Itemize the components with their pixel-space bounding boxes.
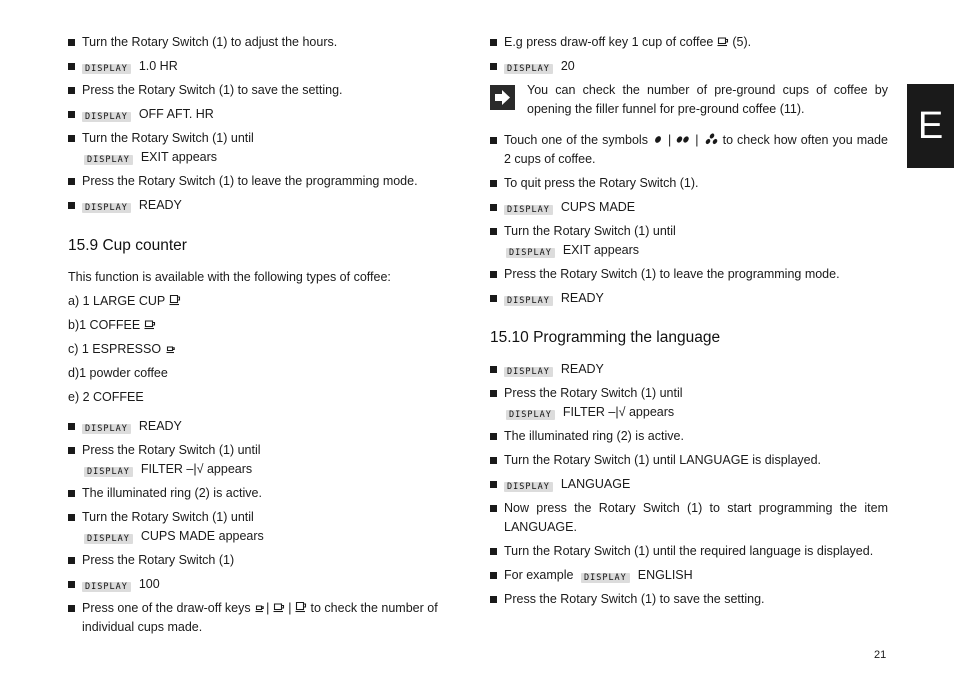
list-item: Turn the Rotary Switch (1) until DISPLAY CUPS MADE appears bbox=[68, 508, 466, 546]
list-item: Turn the Rotary Switch (1) to adjust the hours. bbox=[68, 33, 466, 52]
display-label: DISPLAY bbox=[82, 203, 131, 213]
tip-note: You can check the number of pre-ground cups of coffee by opening the filler funnel for pre-ground coffee (11). bbox=[490, 81, 888, 119]
list-item: The illuminated ring (2) is active. bbox=[68, 484, 466, 503]
list-item: Press the Rotary Switch (1) to leave the programming mode. bbox=[68, 172, 466, 191]
list-item: DISPLAY OFF AFT. HR bbox=[68, 105, 466, 124]
section-title: 15.9 Cup counter bbox=[68, 237, 187, 254]
coffee-type-item: c) 1 ESPRESSO bbox=[68, 340, 466, 359]
arrow-right-icon bbox=[490, 85, 515, 110]
list-item: Press the Rotary Switch (1) to save the setting. bbox=[490, 590, 888, 609]
coffee-cup-icon bbox=[717, 35, 729, 47]
list-item: Press the Rotary Switch (1) until DISPLAY FILTER –|√ appears bbox=[490, 384, 888, 422]
display-label: DISPLAY bbox=[504, 296, 553, 306]
display-label: DISPLAY bbox=[84, 534, 133, 544]
section-title: 15.10 Programming the language bbox=[490, 329, 721, 346]
display-label: DISPLAY bbox=[581, 573, 630, 583]
list-item: Turn the Rotary Switch (1) until DISPLAY EXIT appears bbox=[490, 222, 888, 260]
display-label: DISPLAY bbox=[82, 424, 131, 434]
list-item: DISPLAY READY bbox=[490, 289, 888, 308]
list-item: DISPLAY READY bbox=[490, 360, 888, 379]
large-cup-icon bbox=[169, 294, 181, 306]
display-label: DISPLAY bbox=[506, 248, 555, 258]
list-item: Press the Rotary Switch (1) until DISPLAY FILTER –|√ appears bbox=[68, 441, 466, 479]
list-item: The illuminated ring (2) is active. bbox=[490, 427, 888, 446]
display-label: DISPLAY bbox=[504, 367, 553, 377]
list-item: DISPLAY READY bbox=[68, 196, 466, 215]
list-item: Now press the Rotary Switch (1) to start programming the item LANGUAGE. bbox=[490, 499, 888, 537]
list-item: To quit press the Rotary Switch (1). bbox=[490, 174, 888, 193]
list-item: Turn the Rotary Switch (1) until LANGUAGE is displayed. bbox=[490, 451, 888, 470]
espresso-cup-icon bbox=[165, 342, 177, 354]
coffee-type-item: b)1 COFFEE bbox=[68, 316, 466, 335]
list-item: Press one of the draw-off keys | | to check the number of individual cups made. bbox=[68, 599, 466, 637]
list-item: Touch one of the symbols | | to check how often you made 2 cups of coffee. bbox=[490, 131, 888, 169]
display-label: DISPLAY bbox=[506, 410, 555, 420]
right-column bbox=[490, 33, 888, 614]
coffee-type-item: e) 2 COFFEE bbox=[68, 390, 144, 404]
coffee-type-item: a) 1 LARGE CUP bbox=[68, 292, 466, 311]
list-item: E.g press draw-off key 1 cup of coffee (5). bbox=[490, 33, 888, 52]
intro-text: This function is available with the following types of coffee: bbox=[68, 270, 391, 284]
coffee-type-item: d)1 powder coffee bbox=[68, 366, 168, 380]
list-item: Press the Rotary Switch (1) to leave the programming mode. bbox=[490, 265, 888, 284]
espresso-cup-icon bbox=[254, 601, 266, 613]
list-item: DISPLAY CUPS MADE bbox=[490, 198, 888, 217]
large-cup-icon bbox=[295, 601, 307, 613]
list-item: For example DISPLAY ENGLISH bbox=[490, 566, 888, 585]
display-label: DISPLAY bbox=[504, 482, 553, 492]
coffee-cup-icon bbox=[144, 318, 156, 330]
list-item: DISPLAY 20 bbox=[490, 57, 888, 76]
list-item: Turn the Rotary Switch (1) until the required language is displayed. bbox=[490, 542, 888, 561]
display-label: DISPLAY bbox=[82, 64, 131, 74]
left-column bbox=[68, 33, 466, 642]
display-label: DISPLAY bbox=[84, 467, 133, 477]
list-item: DISPLAY 100 bbox=[68, 575, 466, 594]
list-item: DISPLAY LANGUAGE bbox=[490, 475, 888, 494]
list-item: Turn the Rotary Switch (1) until DISPLAY EXIT appears bbox=[68, 129, 466, 167]
chapter-tab: E bbox=[907, 84, 954, 168]
display-label: DISPLAY bbox=[84, 155, 133, 165]
coffee-cup-icon bbox=[273, 601, 285, 613]
list-item: Press the Rotary Switch (1) bbox=[68, 551, 466, 570]
display-label: DISPLAY bbox=[504, 205, 553, 215]
two-beans-icon bbox=[675, 133, 691, 145]
display-label: DISPLAY bbox=[82, 582, 131, 592]
list-item: DISPLAY 1.0 HR bbox=[68, 57, 466, 76]
page-number: 21 bbox=[874, 649, 887, 661]
one-bean-icon bbox=[652, 133, 664, 145]
list-item: DISPLAY READY bbox=[68, 417, 466, 436]
list-item: Press the Rotary Switch (1) to save the setting. bbox=[68, 81, 466, 100]
display-label: DISPLAY bbox=[504, 64, 553, 74]
three-beans-icon bbox=[703, 133, 719, 145]
display-label: DISPLAY bbox=[82, 112, 131, 122]
